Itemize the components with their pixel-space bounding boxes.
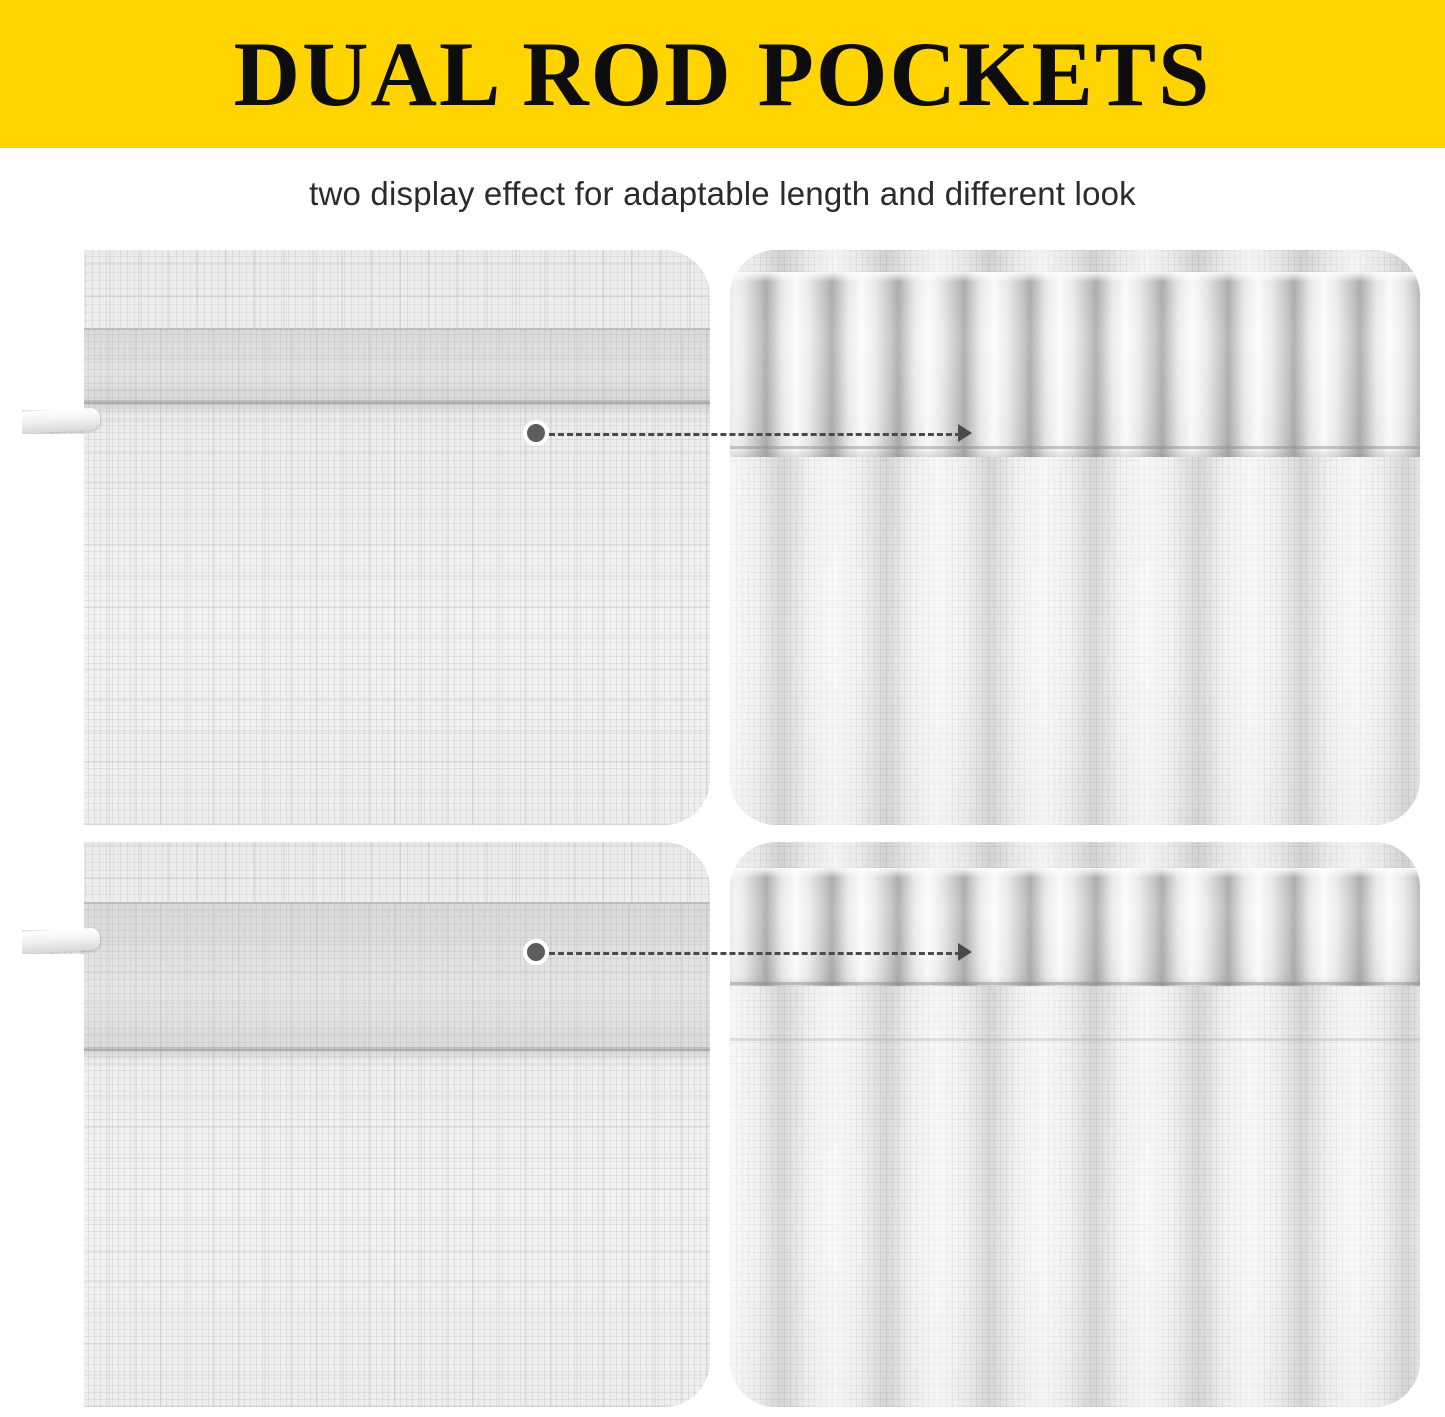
connector-line-bottom: [549, 952, 961, 955]
pocket-seam-shadow-bottom-left: [82, 1047, 710, 1063]
subtitle-text: two display effect for adaptable length and different look: [309, 175, 1136, 212]
ruffle-top-edge-highlight: [730, 272, 1420, 282]
connector-line-top: [549, 433, 961, 436]
ruffle-top-edge-highlight-br: [730, 868, 1420, 878]
rod-pocket-ruffle-bottom-right: [730, 868, 1420, 986]
pocket-seam-top-right: [730, 446, 1420, 449]
pocket-seam-shadow-top-left: [82, 400, 710, 416]
secondary-seam-bottom-right: [730, 1038, 1420, 1041]
background-corner-bottom-left-tl: [22, 434, 84, 825]
header-banner: [0, 0, 1445, 148]
background-corner-bottom-left-bl: [22, 954, 84, 1407]
connector-dot-top: [523, 420, 549, 446]
panel-top-left: [22, 250, 710, 825]
rod-pocket-band-top-left: [82, 328, 710, 404]
curtain-rod-top-left: [22, 408, 101, 435]
pocket-seam-bottom-right: [730, 982, 1420, 985]
curtain-rod-bottom-left: [22, 928, 101, 955]
page-title: DUAL ROD POCKETS: [233, 23, 1212, 125]
connector-dot-bottom: [523, 939, 549, 965]
rod-pocket-band-bottom-left: [82, 902, 710, 1051]
panel-top-right: [730, 250, 1420, 825]
product-image-grid: [0, 240, 1445, 1417]
connector-arrow-top: [958, 424, 972, 442]
panel-bottom-left: [22, 842, 710, 1407]
rod-pocket-ruffle-top-right: [730, 272, 1420, 457]
background-corner-top-left: [22, 250, 84, 410]
connector-arrow-bottom: [958, 943, 972, 961]
panel-bottom-right: [730, 842, 1420, 1407]
background-corner-top-left-bl: [22, 842, 84, 930]
